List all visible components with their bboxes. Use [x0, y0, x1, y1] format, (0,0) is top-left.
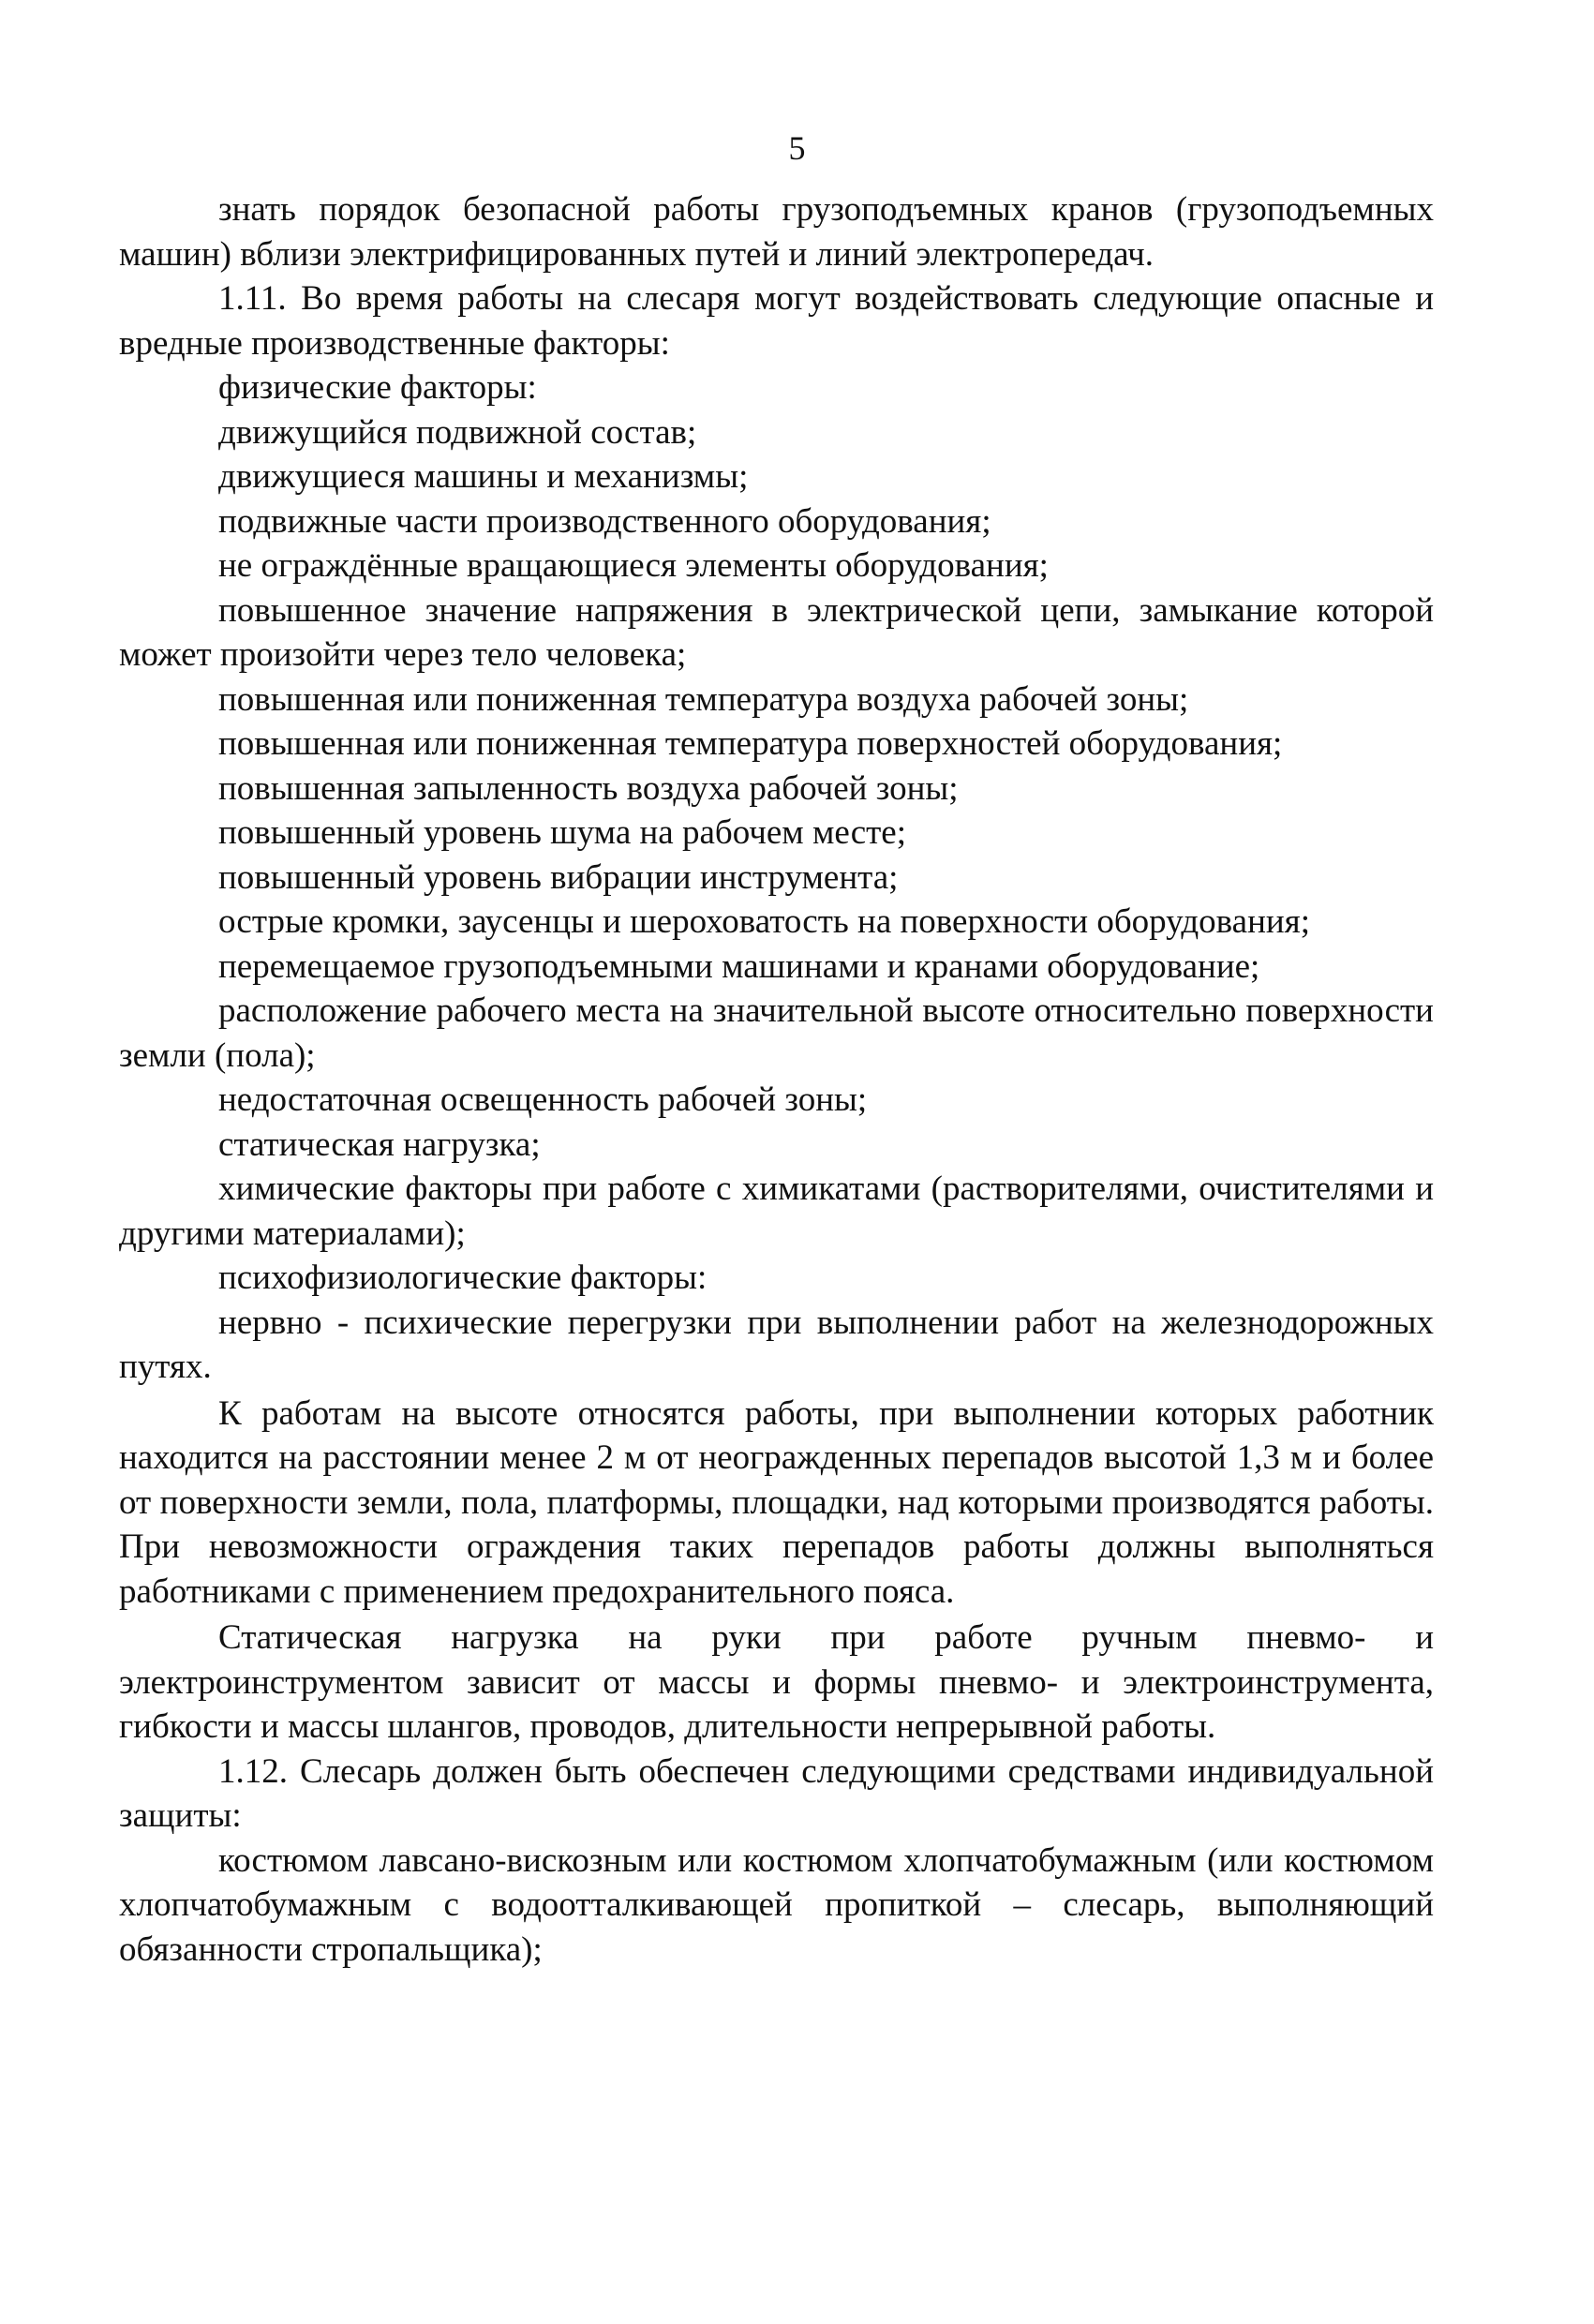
paragraph-static-load-hands: Статическая нагрузка на руки при работе ручным пневмо- и электроинструментом зависит от массы и формы пневмо- и электроинструмента, гибкости и массы шлангов, проводов, длительности непрерывной работы.	[119, 1618, 1434, 1746]
list-item-surface-temperature: повышенная или пониженная температура поверхностей оборудования;	[218, 724, 1283, 763]
list-item-physical-factors: физические факторы:	[218, 368, 537, 407]
list-item-rotating-elements: не ограждённые вращающиеся элементы оборудования;	[218, 546, 1049, 585]
paragraph-section-1-11: 1.11. Во время работы на слесаря могут воздействовать следующие опасные и вредные производственные факторы:	[119, 279, 1434, 363]
page-number: 5	[788, 129, 806, 167]
list-item-moving-parts: подвижные части производственного оборудования;	[218, 501, 991, 541]
document-body	[119, 187, 1434, 1972]
list-item-moving-machines: движущиеся машины и механизмы;	[218, 457, 749, 496]
list-item-lighting: недостаточная освещенность рабочей зоны;	[218, 1080, 868, 1119]
paragraph-protective-suit: костюмом лавсано-вискозным или костюмом хлопчатобумажным (или костюмом хлопчатобумажным с водоотталкивающей пропиткой – слесарь, выполняющий обязанности стропальщика);	[119, 1840, 1434, 1969]
list-item-voltage: повышенное значение напряжения в электрической цепи, замыкание которой может произойти через тело человека;	[119, 590, 1434, 674]
list-item-sharp-edges: острые кромки, заусенцы и шероховатость на поверхности оборудования;	[218, 902, 1310, 941]
list-item-lifted-equipment: перемещаемое грузоподъемными машинами и кранами оборудование;	[218, 946, 1260, 986]
list-item-vibration: повышенный уровень вибрации инструмента;	[218, 857, 899, 897]
list-item-rolling-stock: движущийся подвижной состав;	[218, 412, 697, 452]
list-item-chemical-factors: химические факторы при работе с химикатами (растворителями, очистителями и другими материалами);	[119, 1169, 1434, 1253]
paragraph-crane-safety: знать порядок безопасной работы грузоподъемных кранов (грузоподъемных машин) вблизи электрифицированных путей и линий электропередач.	[119, 190, 1434, 274]
list-item-dust: повышенная запыленность воздуха рабочей зоны;	[218, 768, 959, 808]
list-item-static-load: статическая нагрузка;	[218, 1125, 541, 1164]
paragraph-work-at-height: К работам на высоте относятся работы, при выполнении которых работник находится на расстоянии менее 2 м от неогражденных перепадов высотой 1,3 м и более от поверхности земли, пола, платформы, площадки, над которыми производятся работы. При невозможности ограждения таких перепадов работы должны выполняться работниками с применением предохранительного пояса.	[119, 1393, 1434, 1611]
list-item-height: расположение рабочего места на значительной высоте относительно поверхности земли (пола);	[119, 991, 1434, 1075]
list-item-noise: повышенный уровень шума на рабочем месте;	[218, 813, 907, 852]
list-item-neuropsychic-overload: нервно - психические перегрузки при выполнении работ на железнодорожных путях.	[119, 1303, 1434, 1386]
list-item-air-temperature: повышенная или пониженная температура воздуха рабочей зоны;	[218, 679, 1189, 719]
paragraph-section-1-12: 1.12. Слесарь должен быть обеспечен следующими средствами индивидуальной защиты:	[119, 1751, 1434, 1835]
list-item-psychophysiological-factors: психофизиологические факторы:	[218, 1259, 708, 1297]
